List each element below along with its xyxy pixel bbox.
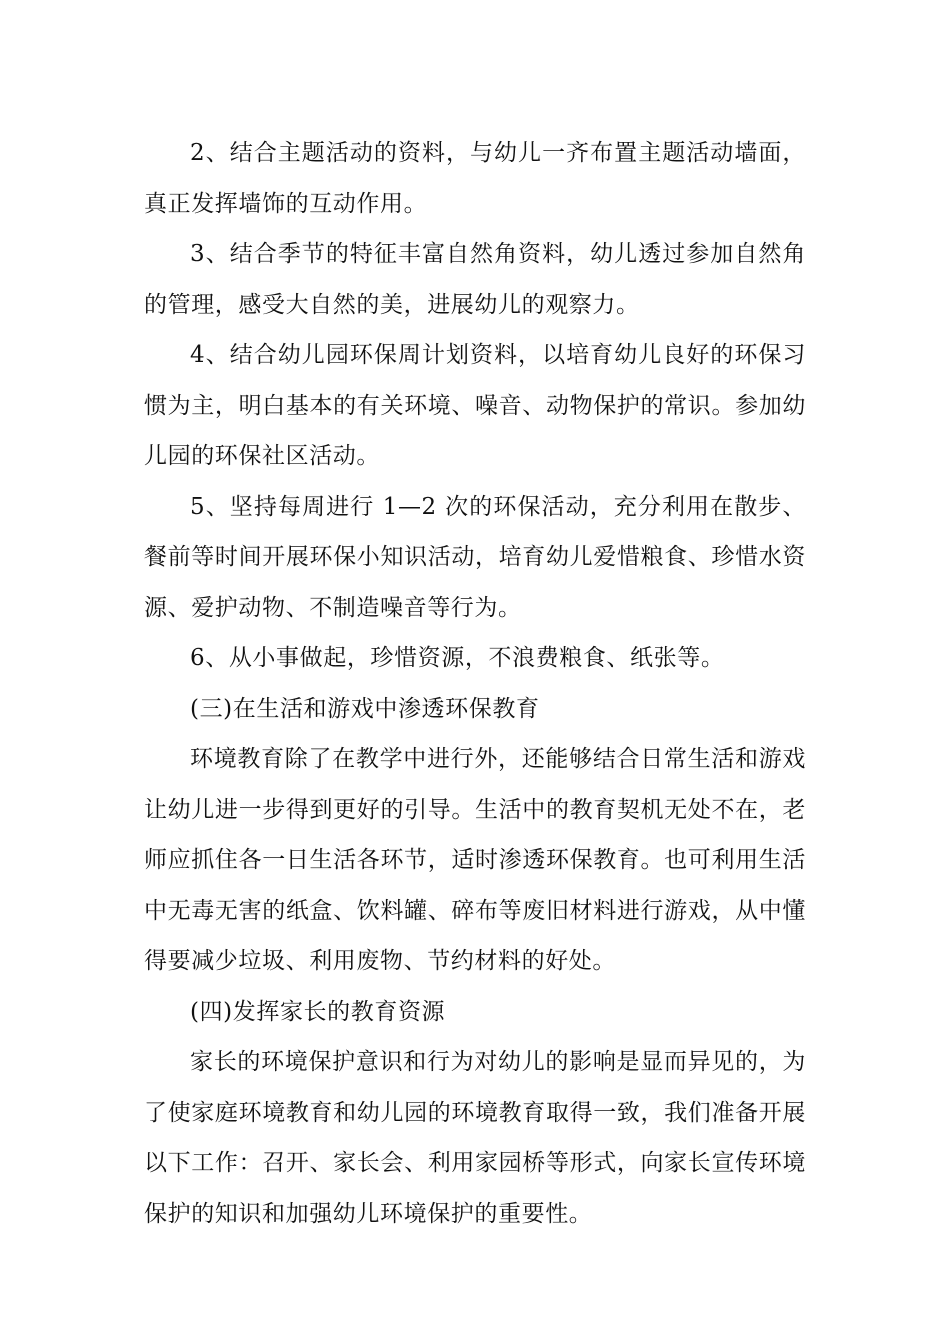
paragraph-item-2: 2、结合主题活动的资料，与幼儿一齐布置主题活动墙面，真正发挥墙饰的互动作用。 xyxy=(144,140,806,217)
paragraph-item-6: 6、从小事做起，珍惜资源，不浪费粮食、纸张等。 xyxy=(190,645,725,671)
document-body xyxy=(144,128,806,1239)
paragraph-item-4: 4、结合幼儿园环保周计划资料，以培育幼儿良好的环保习惯为主，明白基本的有关环境、噪音、动物保护的常识。参加幼儿园的环保社区活动。 xyxy=(144,342,806,469)
paragraph-item-5: 5、坚持每周进行 1—2 次的环保活动，充分利用在散步、餐前等时间开展环保小知识活动，培育幼儿爱惜粮食、珍惜水资源、爱护动物、不制造噪音等行为。 xyxy=(144,493,806,621)
section-heading-4: (四)发挥家长的教育资源 xyxy=(190,998,446,1025)
section-heading-3: (三)在生活和游戏中渗透环保教育 xyxy=(190,695,540,722)
paragraph-item-3: 3、结合季节的特征丰富自然角资料，幼儿透过参加自然角的管理，感受大自然的美，进展幼儿的观察力。 xyxy=(144,241,806,318)
paragraph-environment-education: 环境教育除了在教学中进行外，还能够结合日常生活和游戏让幼儿进一步得到更好的引导。生活中的教育契机无处不在，老师应抓住各一日生活各环节，适时渗透环保教育。也可利用生活中无毒无害的纸盒、饮料罐、碎布等废旧材料进行游戏，从中懂得要减少垃圾、利用废物、节约材料的好处。 xyxy=(144,746,806,974)
paragraph-parent-resources: 家长的环境保护意识和行为对幼儿的影响是显而异见的，为了使家庭环境教育和幼儿园的环境教育取得一致，我们准备开展以下工作：召开、家长会、利用家园桥等形式，向家长宣传环境保护的知识和加强幼儿环境保护的重要性。 xyxy=(144,1049,806,1227)
